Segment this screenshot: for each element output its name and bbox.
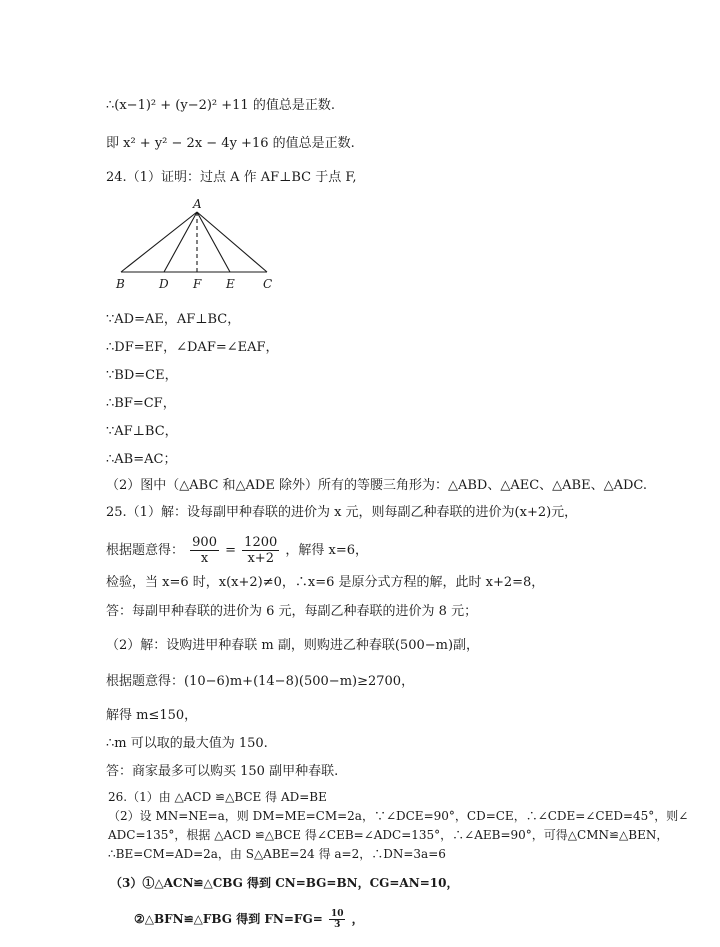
label-c: C [263, 277, 273, 291]
line-19: 答：商家最多可以购买 150 副甲种春联. [106, 764, 339, 779]
line-13: 检验，当 x=6 时，x(x+2)≠0，∴x=6 是原分式方程的解，此时 x+2=8， [106, 575, 545, 590]
line-18: ∴m 可以取的最大值为 150. [106, 736, 268, 751]
line-10: （2）图中（△ABC 和△ADE 除外）所有的等腰三角形为：△ABD、△AEC、△ABE、△ADC. [106, 478, 647, 493]
label-f: F [193, 277, 202, 291]
line-11: 25.（1）解：设每副甲种春联的进价为 x 元，则每副乙种春联的进价为(x+2)元， [106, 505, 578, 520]
label-b: B [116, 277, 125, 291]
triangle-figure [112, 198, 292, 294]
fraction-900-over-x [190, 535, 219, 566]
equals-sign: = [225, 543, 237, 558]
line-20: 26.（1）由 △ACD ≌△BCE 得 AD=BE [108, 790, 327, 804]
segment-ad [164, 212, 197, 272]
segment-ae [197, 212, 230, 272]
line-22: ADC=135°，根据 △ACD ≌△BCE 得∠CEB=∠ADC=135°，∴∠AEB=90°，可得△CMN≌△BEN， [108, 828, 669, 842]
equation-2-suffix: ， [351, 912, 364, 926]
line-6: ∵BD=CE， [106, 368, 178, 383]
line-21: （2）设 MN=NE=a，则 DM=ME=CM=2a，∵∠DCE=90°，CD=CE，∴∠CDE=∠CED=45°，则∠ [108, 809, 689, 823]
line-2: 即 x² + y² − 2x − 4y +16 的值总是正数. [106, 136, 355, 151]
equation-prefix: 根据题意得： [106, 543, 185, 558]
label-d: D [159, 277, 169, 291]
fraction-denominator: 3 [334, 920, 341, 930]
line-8: ∵AF⊥BC， [106, 424, 178, 439]
fraction-numerator: 900 [192, 535, 217, 550]
line-23: ∴BE=CM=AD=2a，由 S△ABE=24 得 a=2，∴DN=3a=6 [108, 847, 446, 861]
equation-line [106, 534, 368, 568]
line-1: ∴(x−1)² + (y−2)² +11 的值总是正数. [106, 98, 335, 113]
equation-suffix: ，解得 x=6， [285, 543, 369, 558]
line-4: ∵AD=AE，AF⊥BC， [106, 312, 241, 327]
line-14: 答：每副甲种春联的进价为 6 元，每副乙种春联的进价为 8 元； [106, 604, 478, 619]
segment-ab [121, 212, 197, 272]
line-7: ∴BF=CF， [106, 396, 176, 411]
line-24: （3）①△ACN≌△CBG 得到 CN=BG=BN，CG=AN=10， [110, 876, 459, 890]
line-17: 解得 m≤150， [106, 708, 198, 723]
fraction-numerator: 10 [330, 909, 344, 919]
label-a: A [193, 198, 202, 211]
line-3: 24.（1）证明：过点 A 作 AF⊥BC 于点 F, [106, 170, 357, 185]
line-15: （2）解：设购进甲种春联 m 副，则购进乙种春联(500−m)副， [106, 638, 480, 653]
segment-ac [197, 212, 267, 272]
line-9: ∴AB=AC； [106, 452, 177, 467]
fraction-10-over-3 [329, 909, 346, 930]
equation-2-prefix: ②△BFN≌△FBG 得到 FN=FG= [134, 912, 323, 926]
fraction-numerator: 1200 [244, 535, 278, 550]
equation-line-2 [134, 906, 364, 932]
fraction-denominator: x+2 [247, 551, 274, 566]
line-5: ∴DF=EF，∠DAF=∠EAF， [106, 340, 279, 355]
line-16: 根据题意得：(10−6)m+(14−8)(500−m)≥2700， [106, 674, 415, 689]
fraction-1200-over-x-plus-2 [242, 535, 279, 566]
fraction-denominator: x [200, 551, 209, 566]
label-e: E [226, 277, 235, 291]
